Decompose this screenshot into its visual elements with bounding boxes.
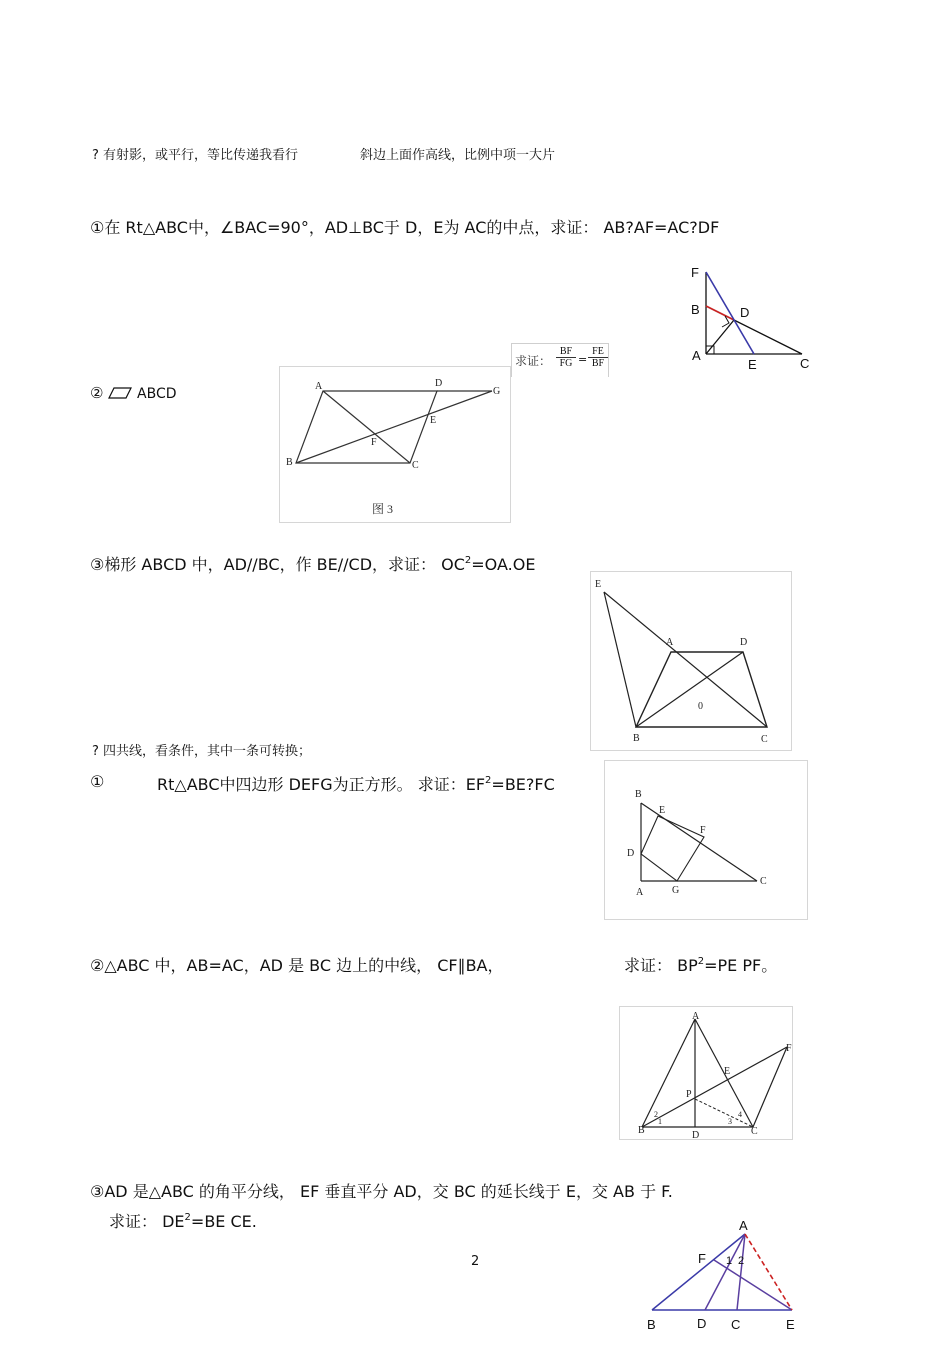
problem-2-2-text: ②△ABC 中，AB=AC，AD 是 BC 边上的中线， CF∥BA，	[90, 956, 504, 975]
fig3-label-C: C	[761, 734, 768, 745]
problem-1-3-sup: 2	[464, 555, 472, 566]
fig3-label-B: B	[633, 733, 640, 744]
fig5-label-E: E	[724, 1066, 731, 1077]
problem-2-3-sup: 2	[184, 1212, 191, 1223]
fig3-label-A: A	[666, 637, 674, 648]
fig1-label-C: C	[800, 356, 810, 371]
problem-2-3-line1: ③AD 是△ABC 的角平分线， EF 垂直平分 AD，交 BC 的延长线于 E，交 AB 于 F.	[90, 1182, 673, 1201]
fig6-label-E: E	[786, 1317, 795, 1332]
section1-heading-b: 斜边上面作高线，比例中项一大片	[360, 148, 556, 163]
proof-tag-label: 求证：	[515, 354, 552, 368]
problem-1-3-text: ③梯形 ABCD 中，AD//BC，作 BE//CD，求证： OC	[90, 555, 465, 574]
fig6-label-C: C	[731, 1317, 741, 1332]
fraction-equals: =	[578, 353, 588, 366]
problem-2-2-proof-text: 求证： BP	[624, 956, 698, 975]
fraction-right-den: BF	[588, 357, 608, 369]
problem-2-2-proof	[624, 953, 777, 976]
problem-1-3	[90, 552, 535, 575]
problem-2-3-line2a: 求证： DE	[109, 1212, 185, 1231]
section1-heading-a: ? 有射影，或平行，等比传递我看行	[92, 148, 299, 163]
fig2-label-B: B	[286, 457, 293, 468]
problem-2-3-line2	[109, 1209, 257, 1232]
fig5-label-A: A	[692, 1011, 700, 1022]
fig6-angle-2: 2	[738, 1255, 745, 1267]
figure-5	[619, 1006, 793, 1140]
fig3-label-E: E	[595, 579, 602, 590]
fig2-label-A: A	[315, 381, 323, 392]
fraction-right	[588, 346, 608, 369]
figure-4	[604, 760, 808, 920]
problem-2-2-tail: =PE PF。	[704, 956, 778, 975]
fig6-label-D: D	[697, 1316, 707, 1331]
fig4-label-D: D	[627, 848, 635, 859]
fraction-left	[556, 346, 576, 369]
problem-2-1-tail: =BE?FC	[491, 775, 555, 794]
problem-2-2-sup: 2	[697, 956, 705, 967]
figure-6	[640, 1212, 810, 1342]
fig4-label-G: G	[672, 885, 680, 896]
fig4-label-E: E	[659, 805, 666, 816]
problem-1-2	[90, 384, 177, 402]
parallelogram-icon	[108, 386, 132, 400]
fig2-label-G: G	[493, 386, 501, 397]
figure-3	[590, 571, 792, 751]
fig1-label-D: D	[740, 305, 750, 320]
fig2-label-F: F	[371, 437, 377, 448]
problem-1-3-tail: =OA.OE	[471, 555, 536, 574]
fig6-label-B: B	[647, 1317, 656, 1332]
fig1-label-B: B	[691, 302, 700, 317]
proof-tag-box	[511, 343, 609, 377]
fig5-angle-1: 1	[658, 1117, 662, 1126]
fig5-label-D: D	[692, 1130, 700, 1140]
problem-2-1-num: ①	[90, 772, 105, 791]
fig6-label-F: F	[698, 1251, 706, 1266]
fig4-label-F: F	[700, 825, 706, 836]
page-number: 2	[471, 1254, 480, 1269]
fig5-label-C: C	[751, 1126, 758, 1137]
fig5-angle-3: 3	[728, 1117, 732, 1126]
fig4-label-A: A	[636, 887, 644, 898]
fraction-left-den: FG	[556, 357, 576, 369]
fig5-label-F: F	[786, 1043, 792, 1054]
fig4-label-B: B	[635, 789, 642, 800]
fig2-label-E: E	[430, 415, 437, 426]
fig1-label-E: E	[748, 357, 757, 372]
fig2-label-D: D	[435, 378, 443, 389]
fraction-right-num: FE	[592, 346, 604, 357]
fig6-angle-1: 1	[726, 1255, 733, 1267]
section2-heading: ? 四共线，看条件，其中一条可转换；	[92, 744, 312, 759]
fraction-left-num: BF	[559, 346, 573, 357]
figure-2	[279, 366, 511, 523]
fig5-angle-4: 4	[738, 1110, 742, 1119]
fig2-caption: 图 3	[372, 502, 394, 516]
fig5-label-B: B	[638, 1125, 645, 1136]
fig5-label-P: P	[686, 1089, 692, 1100]
fig1-label-A: A	[692, 348, 701, 363]
fig2-label-C: C	[412, 460, 419, 471]
problem-2-1-text: Rt△ABC中四边形 DEFG为正方形。 求证：EF	[157, 775, 486, 794]
problem-1-2-num: ②	[90, 384, 104, 402]
fig3-label-O: 0	[698, 701, 703, 712]
fig6-label-A: A	[739, 1218, 748, 1233]
problem-2-1	[157, 772, 555, 795]
figure-1	[684, 262, 819, 377]
fig1-label-F: F	[691, 265, 699, 280]
problem-1-1: ①在 Rt△ABC中，∠BAC=90°，AD⊥BC于 D，E为 AC的中点，求证： AB?AF=AC?DF	[90, 218, 720, 237]
fig4-label-C: C	[760, 876, 767, 887]
problem-2-3-line2b: =BE CE.	[190, 1212, 257, 1231]
problem-1-2-text: ABCD	[137, 386, 177, 402]
fig3-label-D: D	[740, 637, 748, 648]
problem-2-1-sup: 2	[485, 775, 492, 786]
fig5-angle-2: 2	[654, 1110, 658, 1119]
